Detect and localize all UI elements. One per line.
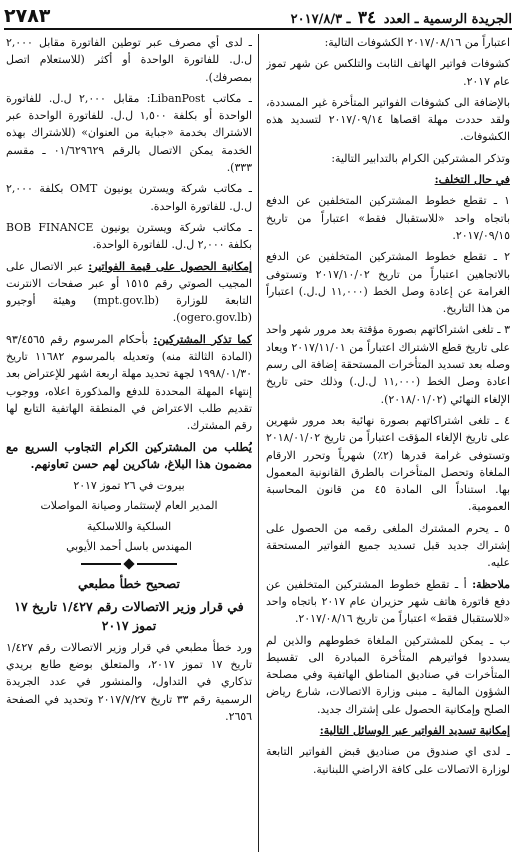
bills-value-label: إمكانية الحصول على قيمة الفواتير: [88, 259, 252, 273]
header-title-group [291, 8, 512, 28]
issue-date: ـ ٢٠١٧/٨/٣ [290, 12, 351, 27]
gazette-title: الجريدة الرسمية ـ العدد [383, 12, 512, 27]
page-header [4, 2, 512, 30]
right-column [266, 34, 510, 852]
reminder-label: كما تذكر المشتركين: [153, 332, 252, 346]
signature-name: المهندس باسل أحمد الأيوبي [66, 540, 192, 554]
paragraph: ١ ـ تقطع خطوط المشتركين المتخلفين عن الدفع باتجاه واحد «للاستقبال فقط» اعتباراً من تاريخ ٢٠١٧/٠٩/١٥. [266, 194, 510, 242]
paragraph: ٣ ـ تلغى اشتراكاتهم بصورة مؤقتة بعد مرور شهر واحد على تاريخ قطع الاشتراك اعتباراً من ٢٠١٧/١١/٠١ ويعاد وصله بعد تسديد المتأخرات المستحقة إضافة الى رسم اعادة وصل الخط (١١,٠٠٠ ل.ل.) وذلك حتى تاريخ الإلغاء النهائي (٢٠١٨/٠١/٠٢). [266, 323, 510, 406]
correction-title: تصحيح خطأ مطبعي [78, 576, 180, 592]
column-divider [258, 34, 259, 852]
signature-date: بيروت في ٢٦ تموز ٢٠١٧ [73, 479, 185, 493]
page-number: ٢٧٨٣ [4, 5, 51, 27]
paragraph [6, 331, 252, 435]
bills-value-text: عبر الاتصال على المجيب الصوتي رقم ١٥١٥ أو عبر صفحات الانترنت التابعة للوزارة (mpt.gov.lb) وهيئة أوجيرو (ogero.gov.lb). [6, 259, 252, 325]
paragraph: ـ مكاتب LibanPost: مقابل ٢,٠٠٠ ل.ل. للفاتورة الواحدة أو بكلفة ١,٥٠٠ ل.ل. للفاتورة الواحدة عبر الاشتراك بخدمة «جباية من العنوان» (للاشتراك بهذه الخدمة يمكن الاتصال بالرقم ٠١/٦٢٩٦٢٩ ـ مقسم ٣٣٣). [6, 91, 252, 175]
signature-role: السلكية واللاسلكية [86, 519, 172, 533]
paragraph: ب ـ يمكن للمشتركين الملغاة خطوطهم والذين لم يسددوا فواتيرهم المتأخرة المبادرة الى تقسيط المتأخرات في صناديق المناطق الهاتفية وفي مصلحة الشؤون المالية ـ مبنى وزارة الاتصالات، شارع رياض الصلح وإمكانية الحصول على إشتراك جديد. [266, 633, 510, 716]
left-column [6, 34, 252, 852]
paragraph: ـ مكاتب شركة ويسترن يونيون OMT بكلفة ٢,٠٠٠ ل.ل. للفاتورة الواحدة. [6, 182, 252, 213]
paragraph [266, 576, 510, 628]
paragraph: ٢ ـ تقطع خطوط المشتركين المتخلفين عن الدفع بالاتجاهين اعتباراً من تاريخ ٢٠١٧/١٠/٠٢ وتستوفى الغرامة عن إعادة وصل الخط (١١,٠٠٠ ل.ل.) اعتباراً من هذا التاريخ. [266, 250, 510, 316]
signature-role: المدير العام لإستثمار وصيانة المواصلات [40, 499, 218, 513]
paragraph: ٤ ـ تلغى اشتراكاتهم بصورة نهائية بعد مرور شهرين على تاريخ الإلغاء المؤقت اعتباراً من تاريخ ٢٠١٨/٠١/٠٢ وتستوفى غرامة قدرها (٢٪) شهرياً وتحرر الارقام الملغاة وتحصل المتأخرات بالطرق القانونية المعمول بها. استناداً الى المادة ٤٥ من قانون المحاسبة العمومية. [266, 413, 510, 514]
paragraph: ـ مكاتب شركة ويسترن يونيون BOB FINANCE بكلفة ٢,٠٠٠ ل.ل. للفاتورة الواحدة. [6, 220, 252, 252]
paragraph: ـ لدى اي صندوق من صناديق قبض الفواتير التابعة لوزارة الاتصالات على كافة الاراضي اللبنانية. [266, 745, 510, 776]
paragraph: بالإضافة الى كشوفات الفواتير المتأخرة غير المسددة، ولقد حددت مهلة اقصاها ٢٠١٧/٠٩/١٤ لتسديد هذه الكشوفات. [266, 95, 510, 144]
paragraph: كشوفات فواتير الهاتف الثابت والتلكس عن شهر تموز عام ٢٠١٧. [266, 57, 510, 88]
note-label: ملاحظة: [472, 577, 510, 591]
paragraph [6, 258, 252, 327]
paragraph: ورد خطأ مطبعي في قرار وزير الاتصالات رقم ١/٤٢٧ تاريخ ١٧ تموز ٢٠١٧، والمتعلق بوضع طابع بريدي تذكاري في التداول، والمنشور في عدد الجريدة الرسمية رقم ٣٣ تاريخ ٢٠١٧/٧/٢٧ وتحديد في الصفحة ٢٦٥٦. [6, 640, 252, 723]
paragraph: اعتباراً من ٢٠١٧/٠٨/١٦ الكشوفات التالية: [324, 36, 510, 49]
paragraph: وتذكر المشتركين الكرام بالتدابير التالية: [331, 151, 510, 165]
reminder-text: بأحكام المرسوم رقم ٩٣/٤٥٦٥ (المادة الثالثة منه) وتعديله بالمرسوم ١١٦٨٢ تاريخ ١٩٩٨/٠١/٣٠ لجهة تحديد مهلة اربعة اشهر للإعتراض بعد إنتهاء المهلة المحددة للدفع والمذكورة اعلاه، ووجوب تقديم طلب الاعتراض في المنطقة الهاتفية التابع لها رقم المشترك. [6, 332, 252, 433]
issue-number: ٣٤ [357, 8, 377, 28]
section-heading: في حال التخلف: [434, 173, 510, 187]
closing-request: يُطلب من المشتركين الكرام التجاوب السريع مع مضمون هذا البلاغ، شاكرين لهم حسن تعاونهم. [6, 439, 252, 471]
signature-block [6, 477, 252, 555]
paragraph: ـ لدى أي مصرف عبر توطين الفاتورة مقابل ٢,٠٠٠ ل.ل. للفاتورة الواحدة أو أكثر (للاستعلام اتصل بمصرفك). [6, 36, 252, 84]
section-heading: إمكانية تسديد الفواتير عبر الوسائل التالية: [319, 723, 510, 737]
section-separator [6, 559, 252, 569]
note-text: أ ـ تقطع خطوط المشتركين المتخلفين عن دفع فاتورة هاتف شهر حزيران عام ٢٠١٧ باتجاه واحد «للاستقبال فقط» اعتباراً من تاريخ ٢٠١٧/٠٨/١٦. [266, 577, 510, 626]
paragraph: ٥ ـ يحرم المشترك الملغى رقمه من الحصول على إشتراك جديد قبل تسديد جميع الفواتير المستحقة عليه. [266, 521, 510, 570]
correction-subtitle: في قرار وزير الاتصالات رقم ١/٤٢٧ تاريخ ١٧ تموز ٢٠١٧ [14, 598, 244, 633]
